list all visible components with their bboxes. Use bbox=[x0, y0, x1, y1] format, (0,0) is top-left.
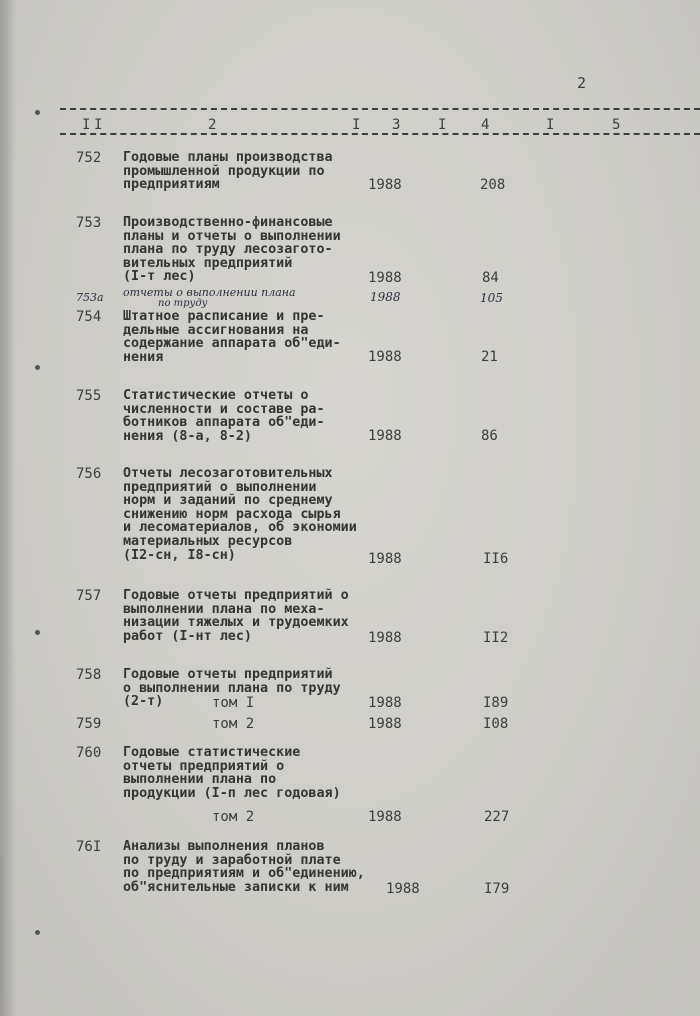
entry-sheet-count: 21 bbox=[481, 349, 498, 365]
page-edge-shadow bbox=[0, 0, 16, 1016]
entry-year: 1988 bbox=[386, 881, 420, 897]
column-separator: I bbox=[546, 117, 555, 133]
column-separator: I bbox=[438, 117, 447, 133]
entry-number: 757 bbox=[76, 588, 102, 604]
entry-sheet-count: II2 bbox=[483, 630, 509, 646]
entry-sheet-count: II6 bbox=[483, 551, 509, 567]
entry-title: Годовые отчеты предприятий о выполнении плана по труду (2-т) bbox=[123, 667, 341, 710]
entry-number: 755 bbox=[76, 388, 102, 404]
entry-year: 1988 bbox=[368, 630, 402, 646]
column-header-4: 4 bbox=[481, 117, 490, 133]
entry-year: 1988 bbox=[368, 809, 402, 825]
handwritten-entry-title: отчеты о выполнении плана bbox=[123, 286, 296, 299]
handwritten-entry-count: 105 bbox=[480, 291, 503, 305]
entry-number: 753 bbox=[76, 215, 102, 231]
column-header-3: 3 bbox=[392, 117, 401, 133]
entry-sheet-count: 84 bbox=[482, 270, 499, 286]
entry-sheet-count: 86 bbox=[481, 428, 498, 444]
entry-sheet-count: I79 bbox=[484, 881, 510, 897]
column-header-1: I bbox=[82, 117, 91, 133]
entry-year: 1988 bbox=[368, 551, 402, 567]
entry-title: Производственно-финансовые планы и отчеты о выполнении плана по труду лесозагото- вительных предприятий (I-т лес) bbox=[123, 215, 341, 285]
column-separator: I bbox=[352, 117, 361, 133]
entry-sheet-count: I89 bbox=[483, 695, 509, 711]
punch-mark bbox=[35, 630, 40, 635]
entry-year: 1988 bbox=[368, 428, 402, 444]
column-header-5: 5 bbox=[612, 117, 621, 133]
header-bottom-rule bbox=[60, 133, 700, 135]
entry-title: Годовые отчеты предприятий о выполнении плана по меха- низации тяжелых и трудоемких работ (I-нт лес) bbox=[123, 588, 349, 644]
header-top-rule bbox=[60, 108, 700, 110]
entry-volume: том I bbox=[212, 695, 255, 711]
page-number: 2 bbox=[577, 74, 587, 92]
entry-number: 759 bbox=[76, 716, 102, 732]
handwritten-entry-title-continued: по труду bbox=[158, 298, 208, 309]
entry-number: 760 bbox=[76, 745, 102, 761]
entry-year: 1988 bbox=[368, 270, 402, 286]
entry-number: 76I bbox=[76, 839, 102, 855]
punch-mark bbox=[35, 110, 40, 115]
entry-number: 752 bbox=[76, 150, 102, 166]
entry-title: Анализы выполнения планов по труду и заработной плате по предприятиям и об"единению, об"яснительные записки к ним bbox=[123, 839, 365, 895]
entry-title: Отчеты лесозаготовительных предприятий о выполнении норм и заданий по среднему снижению норм расхода сырья и лесоматериалов, об экономии материальных ресурсов (I2-сн, I8-сн) bbox=[123, 466, 357, 563]
punch-mark bbox=[35, 930, 40, 935]
entry-year: 1988 bbox=[368, 716, 402, 732]
entry-number: 758 bbox=[76, 667, 102, 683]
entry-number: 756 bbox=[76, 466, 102, 482]
entry-volume: том 2 bbox=[212, 716, 255, 732]
entry-volume: том 2 bbox=[212, 809, 255, 825]
entry-year: 1988 bbox=[368, 349, 402, 365]
entry-sheet-count: 208 bbox=[480, 177, 506, 193]
entry-sheet-count: I08 bbox=[483, 716, 509, 732]
entry-number: 754 bbox=[76, 309, 102, 325]
entry-year: 1988 bbox=[368, 695, 402, 711]
column-header-2: 2 bbox=[208, 117, 217, 133]
entry-title: Годовые статистические отчеты предприятий о выполнении плана по продукции (I-п лес годовая) bbox=[123, 745, 341, 801]
entry-title: Статистические отчеты о численности и составе ра- ботников аппарата об"еди- нения (8-а, 8-2) bbox=[123, 388, 325, 444]
entry-sheet-count: 227 bbox=[484, 809, 510, 825]
entry-year: 1988 bbox=[368, 177, 402, 193]
column-separator: I bbox=[94, 117, 103, 133]
entry-title: Годовые планы производства промышленной продукции по предприятиям bbox=[123, 150, 333, 193]
handwritten-entry-year: 1988 bbox=[370, 290, 401, 304]
punch-mark bbox=[35, 365, 40, 370]
handwritten-entry-number: 753а bbox=[76, 291, 104, 304]
entry-title: Штатное расписание и пре- дельные ассигнования на содержание аппарата об"еди- нения bbox=[123, 309, 341, 365]
